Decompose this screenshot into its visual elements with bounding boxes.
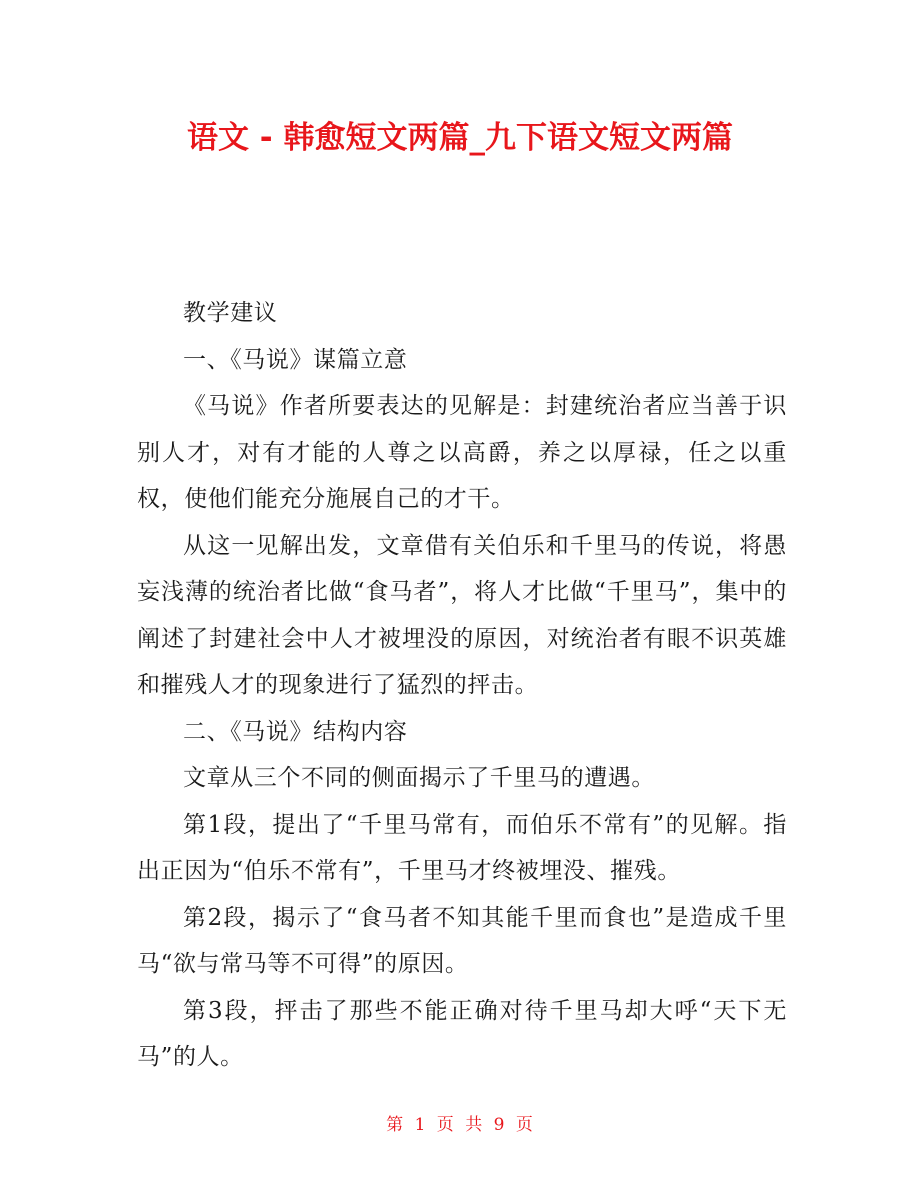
paragraph-part-two: 第2段，揭示了“食马者不知其能千里而食也”是造成千里马“欲与常马等不可得”的原因。 — [137, 904, 787, 977]
document-body — [137, 290, 787, 1081]
paragraph-author-view: 《马说》作者所要表达的见解是：封建统治者应当善于识别人才，对有才能的人尊之以高爵，养之以厚禄，任之以重权，使他们能充分施展自己的才干。 — [137, 393, 787, 512]
heading-section-two: 二、《马说》结构内容 — [183, 718, 408, 745]
page-number-footer: 第 1 页 共 9 页 — [386, 1115, 534, 1135]
paragraph-structure-intro: 文章从三个不同的侧面揭示了千里马的遭遇。 — [183, 765, 655, 791]
paragraph-article-theme: 从这一见解出发，文章借有关伯乐和千里马的传说，将愚妄浅薄的统治者比做“食马者”，将人才比做“千里马”，集中的阐述了封建社会中人才被埋没的原因，对统治者有眼不识英雄和摧残人才的现象进行了猛烈的抨击。 — [137, 532, 787, 698]
paragraph-part-one: 第1段，提出了“千里马常有，而伯乐不常有”的见解。指出正因为“伯乐不常有”，千里马才终被埋没、摧残。 — [137, 811, 787, 884]
paragraph-teaching-suggestion: 教学建议 — [183, 300, 278, 326]
document-title: 语文 - 韩愈短文两篇_九下语文短文两篇 — [187, 120, 733, 156]
heading-section-one: 一、《马说》谋篇立意 — [183, 346, 408, 373]
paragraph-part-three: 第3段，抨击了那些不能正确对待千里马却大呼“天下无马”的人。 — [137, 997, 787, 1070]
